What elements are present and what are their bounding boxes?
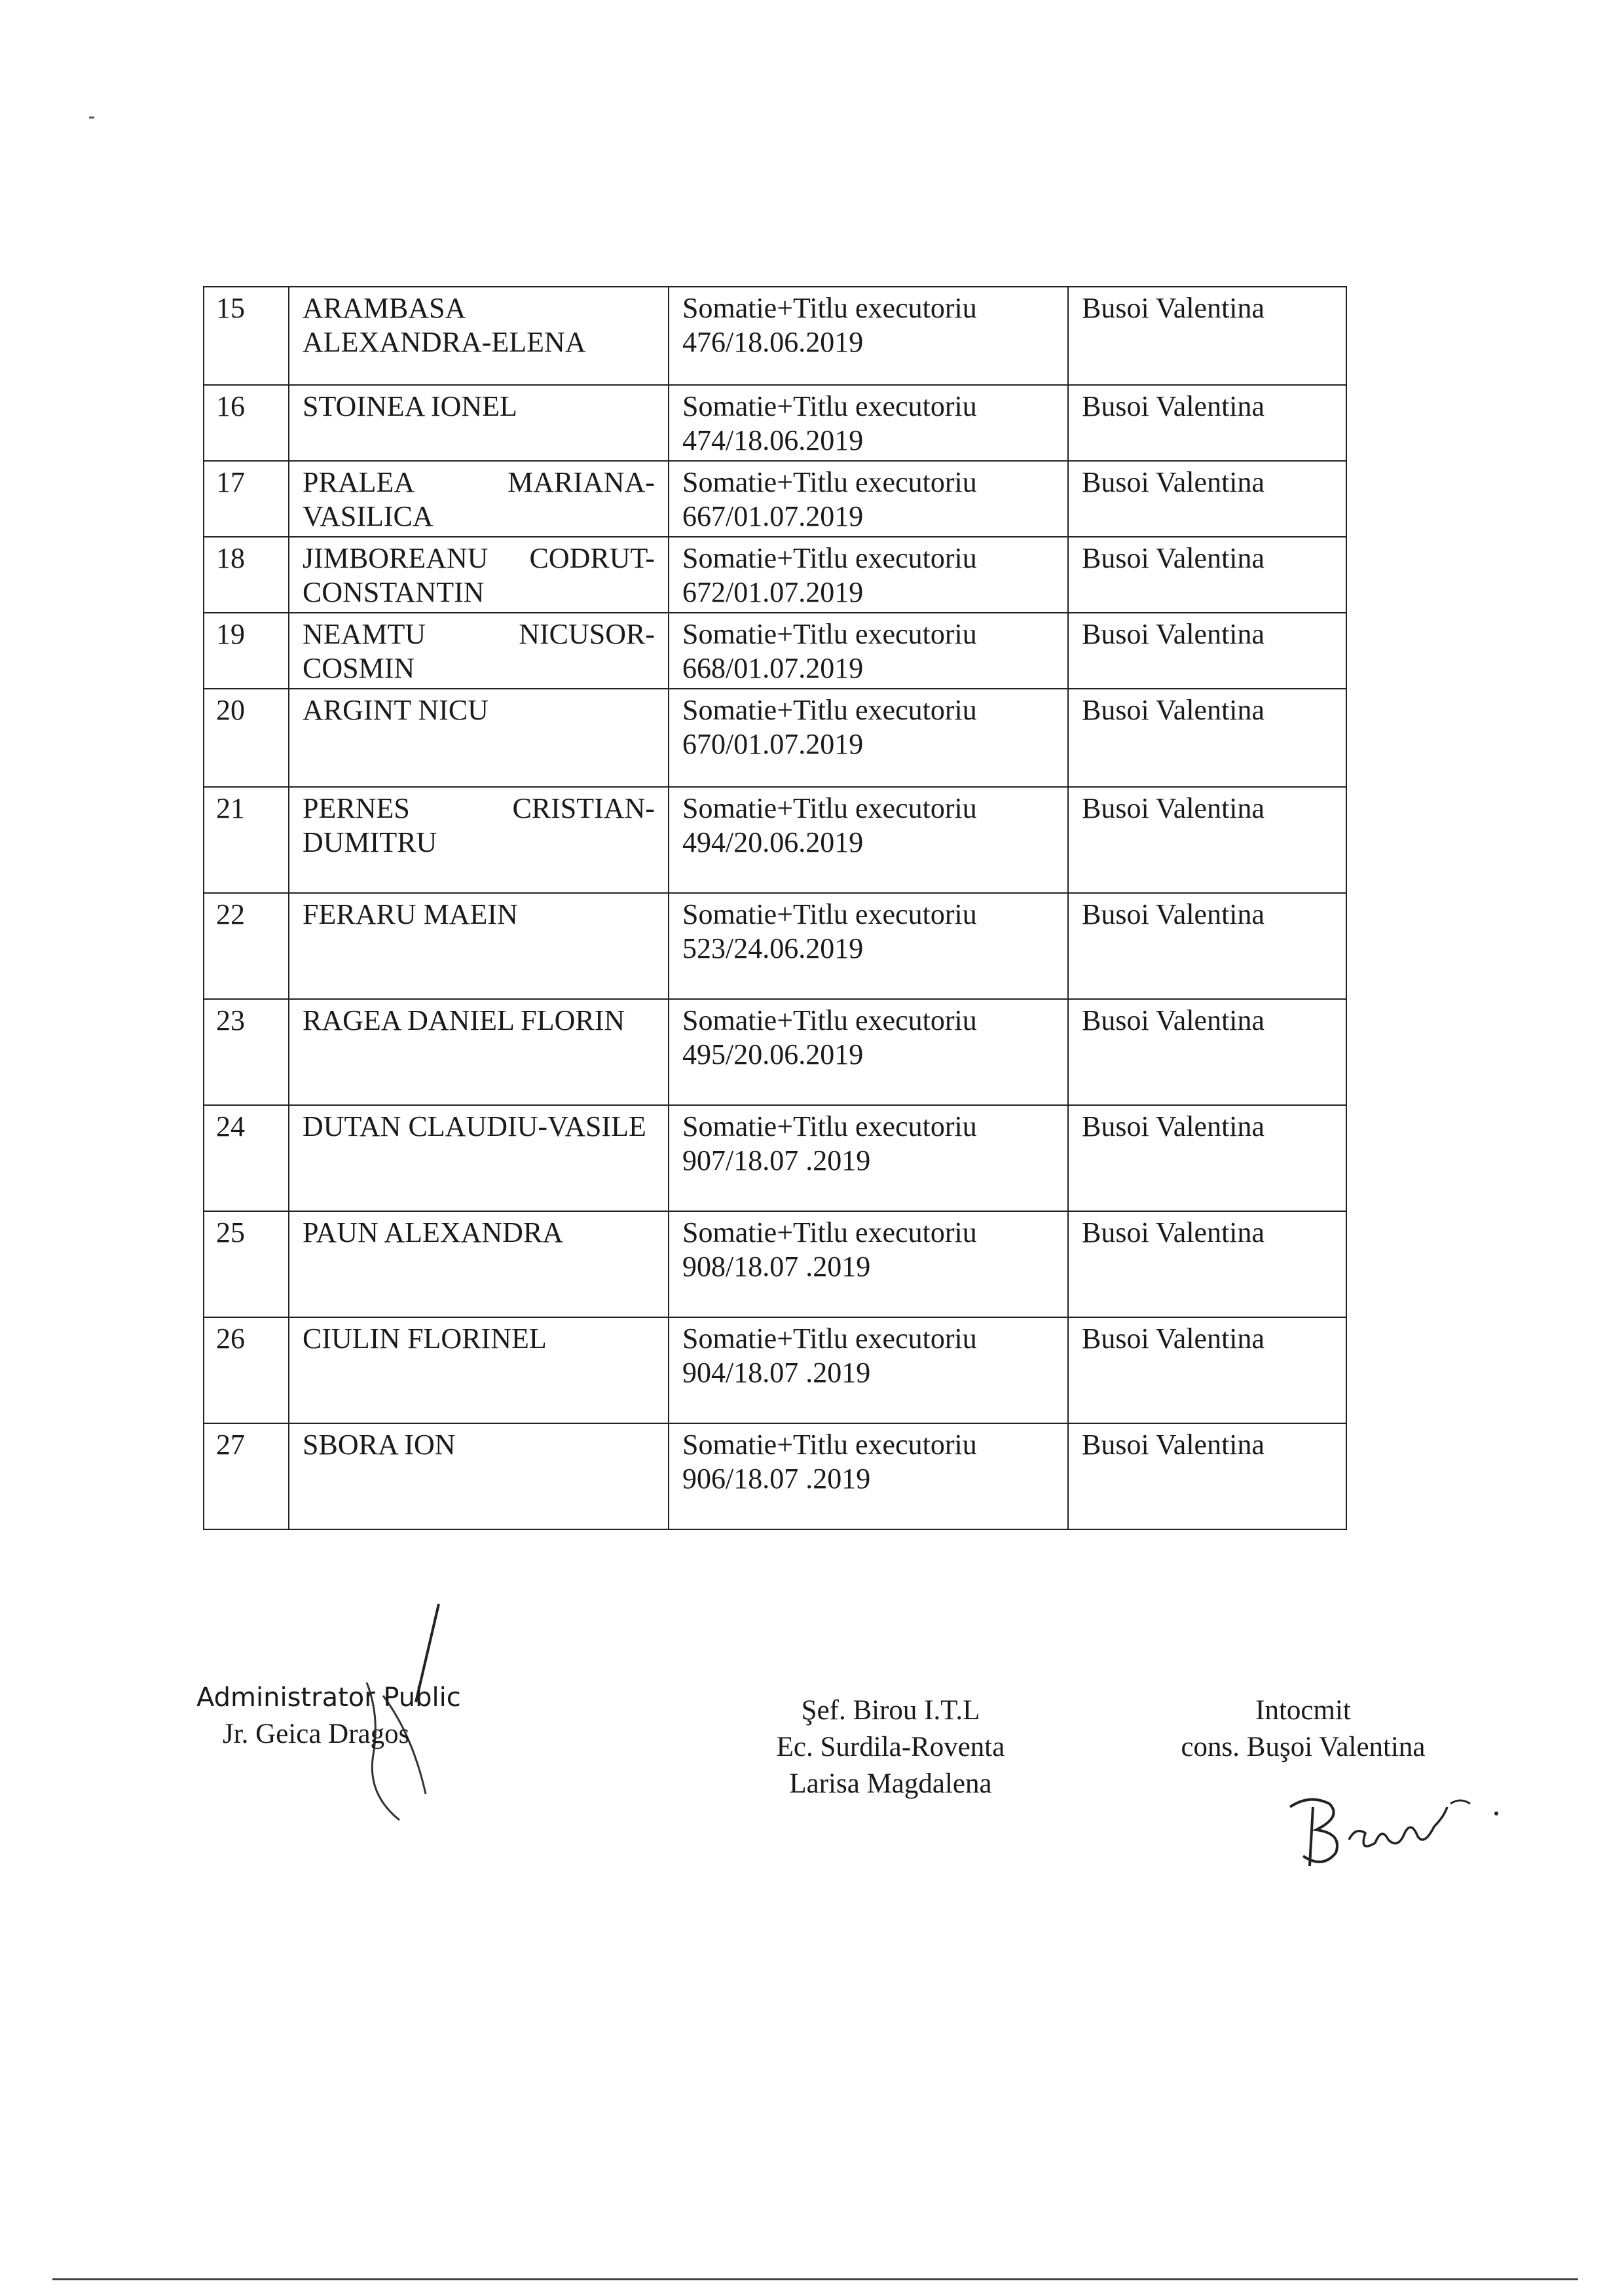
debtor-name: FERARU MAEIN — [289, 893, 669, 999]
intocmit-role: Intocmit — [1255, 1695, 1351, 1726]
document-number: 672/01.07.2019 — [682, 576, 864, 608]
document-number: 670/01.07.2019 — [682, 728, 864, 760]
document-number: 476/18.06.2019 — [682, 326, 864, 358]
debtor-name: NEAMTU NICUSOR-COSMIN — [289, 613, 669, 689]
document-type: Somatie+Titlu executoriu — [682, 1110, 977, 1142]
signature-intocmit — [1139, 1692, 1467, 1766]
document-number: 908/18.07 .2019 — [682, 1250, 871, 1283]
table-row — [204, 1211, 1346, 1317]
responsible-person: Busoi Valentina — [1068, 461, 1346, 537]
sef-name-line1: Ec. Surdila-Roventa — [776, 1732, 1005, 1762]
row-number: 20 — [204, 689, 289, 787]
table-row — [204, 537, 1346, 613]
document-type: Somatie+Titlu executoriu — [682, 466, 977, 498]
document-cell — [669, 787, 1068, 893]
document-cell — [669, 893, 1068, 999]
row-number: 26 — [204, 1317, 289, 1423]
responsible-person: Busoi Valentina — [1068, 1211, 1346, 1317]
debtor-name: STOINEA IONEL — [289, 385, 669, 461]
busoi-handwritten-signature — [1283, 1781, 1506, 1879]
document-type: Somatie+Titlu executoriu — [682, 1429, 977, 1461]
signature-administrator — [196, 1679, 504, 1753]
bottom-rule — [52, 2278, 1578, 2280]
document-type: Somatie+Titlu executoriu — [682, 898, 977, 930]
table-row — [204, 689, 1346, 787]
responsible-person: Busoi Valentina — [1068, 689, 1346, 787]
table-row — [204, 999, 1346, 1105]
table-row — [204, 893, 1346, 999]
responsible-person: Busoi Valentina — [1068, 1317, 1346, 1423]
document-type: Somatie+Titlu executoriu — [682, 694, 977, 726]
row-number: 23 — [204, 999, 289, 1105]
intocmit-name: cons. Buşoi Valentina — [1181, 1732, 1426, 1762]
debtor-name: JIMBOREANU CODRUT-CONSTANTIN — [289, 537, 669, 613]
signature-sef-birou — [707, 1692, 1074, 1802]
responsible-person: Busoi Valentina — [1068, 787, 1346, 893]
row-number: 15 — [204, 287, 289, 385]
debtor-name: DUTAN CLAUDIU-VASILE — [289, 1105, 669, 1211]
document-number: 906/18.07 .2019 — [682, 1463, 871, 1495]
row-number: 16 — [204, 385, 289, 461]
admin-name: Jr. Geica Dragos — [223, 1719, 410, 1749]
document-type: Somatie+Titlu executoriu — [682, 292, 977, 324]
table-row — [204, 787, 1346, 893]
document-number: 668/01.07.2019 — [682, 652, 864, 684]
table-row — [204, 1317, 1346, 1423]
table-row — [204, 613, 1346, 689]
row-number: 18 — [204, 537, 289, 613]
document-type: Somatie+Titlu executoriu — [682, 792, 977, 824]
row-number: 24 — [204, 1105, 289, 1211]
sef-name-line2: Larisa Magdalena — [789, 1768, 992, 1799]
document-type: Somatie+Titlu executoriu — [682, 542, 977, 574]
responsible-person: Busoi Valentina — [1068, 1423, 1346, 1529]
document-number: 474/18.06.2019 — [682, 424, 864, 456]
document-cell — [669, 1211, 1068, 1317]
responsible-person: Busoi Valentina — [1068, 999, 1346, 1105]
debtor-name: PAUN ALEXANDRA — [289, 1211, 669, 1317]
row-number: 19 — [204, 613, 289, 689]
document-cell — [669, 1317, 1068, 1423]
debtors-table — [203, 286, 1347, 1530]
document-type: Somatie+Titlu executoriu — [682, 1216, 977, 1248]
responsible-person: Busoi Valentina — [1068, 1105, 1346, 1211]
scan-speck — [89, 117, 94, 118]
debtor-name: RAGEA DANIEL FLORIN — [289, 999, 669, 1105]
document-number: 495/20.06.2019 — [682, 1038, 864, 1070]
table-body — [204, 287, 1346, 1529]
responsible-person: Busoi Valentina — [1068, 287, 1346, 385]
sef-role: Şef. Birou I.T.L — [801, 1695, 980, 1726]
document-cell — [669, 385, 1068, 461]
responsible-person: Busoi Valentina — [1068, 385, 1346, 461]
document-number: 907/18.07 .2019 — [682, 1144, 871, 1176]
row-number: 27 — [204, 1423, 289, 1529]
document-cell — [669, 287, 1068, 385]
document-cell — [669, 999, 1068, 1105]
document-type: Somatie+Titlu executoriu — [682, 390, 977, 422]
document-type: Somatie+Titlu executoriu — [682, 1322, 977, 1355]
document-number: 667/01.07.2019 — [682, 500, 864, 532]
document-cell — [669, 689, 1068, 787]
debtor-name: PRALEA MARIANA-VASILICA — [289, 461, 669, 537]
document-cell — [669, 1105, 1068, 1211]
row-number: 22 — [204, 893, 289, 999]
admin-role: Administrator Public — [196, 1683, 461, 1713]
table-row — [204, 287, 1346, 385]
row-number: 21 — [204, 787, 289, 893]
table-row — [204, 461, 1346, 537]
row-number: 25 — [204, 1211, 289, 1317]
document-number: 523/24.06.2019 — [682, 932, 864, 964]
debtor-name: SBORA ION — [289, 1423, 669, 1529]
debtor-name: ARGINT NICU — [289, 689, 669, 787]
document-cell — [669, 1423, 1068, 1529]
table-row — [204, 1105, 1346, 1211]
table-row — [204, 385, 1346, 461]
document-cell — [669, 613, 1068, 689]
debtor-name: ARAMBASA ALEXANDRA-ELENA — [289, 287, 669, 385]
table-row — [204, 1423, 1346, 1529]
document-number: 494/20.06.2019 — [682, 826, 864, 858]
document-cell — [669, 537, 1068, 613]
debtor-name: CIULIN FLORINEL — [289, 1317, 669, 1423]
responsible-person: Busoi Valentina — [1068, 893, 1346, 999]
document-type: Somatie+Titlu executoriu — [682, 618, 977, 650]
responsible-person: Busoi Valentina — [1068, 613, 1346, 689]
document-type: Somatie+Titlu executoriu — [682, 1004, 977, 1036]
document-number: 904/18.07 .2019 — [682, 1357, 871, 1389]
responsible-person: Busoi Valentina — [1068, 537, 1346, 613]
debtor-name: PERNES CRISTIAN-DUMITRU — [289, 787, 669, 893]
document-cell — [669, 461, 1068, 537]
row-number: 17 — [204, 461, 289, 537]
